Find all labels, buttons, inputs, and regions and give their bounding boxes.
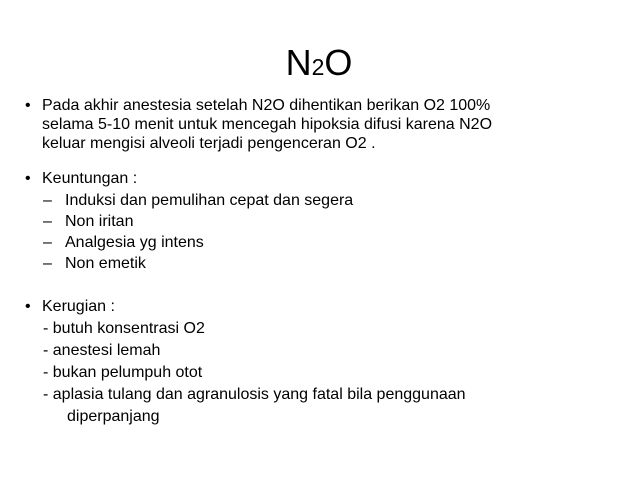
- list-item: - aplasia tulang dan agranulosis yang fatal bila penggunaan: [43, 386, 466, 403]
- list-item-text: Induksi dan pemulihan cepat dan segera: [65, 192, 354, 209]
- list-item: [25, 211, 625, 232]
- list-item: [25, 190, 625, 211]
- dash-icon: –: [43, 234, 52, 251]
- bullet-icon: •: [25, 298, 31, 315]
- bullet-text-line: Pada akhir anestesia setelah N2O dihentikan berikan O2 100%: [42, 97, 491, 114]
- list-item: - bukan pelumpuh otot: [43, 364, 203, 381]
- title-n: N: [285, 42, 312, 83]
- bullet-item-keuntungan: [25, 169, 625, 188]
- list-item: - butuh konsentrasi O2: [43, 320, 205, 337]
- bullet-text-line: keluar mengisi alveoli terjadi pengenceran O2 .: [42, 135, 376, 152]
- spacer: [25, 153, 625, 169]
- dash-icon: –: [43, 213, 52, 230]
- list-item-text: Analgesia yg intens: [65, 234, 204, 251]
- slide-title: [0, 43, 638, 87]
- list-item-text: Non iritan: [65, 213, 134, 230]
- title-o: O: [324, 42, 353, 83]
- bullet-icon: •: [25, 170, 31, 187]
- slide-body: [25, 96, 625, 428]
- dash-icon: –: [43, 192, 52, 209]
- section-heading-kerugian: Kerugian :: [42, 298, 115, 315]
- dash-icon: –: [43, 255, 52, 272]
- kerugian-list: [25, 318, 625, 428]
- list-item: [25, 253, 625, 274]
- keuntungan-list: [25, 190, 625, 274]
- list-item-text: Non emetik: [65, 255, 146, 272]
- list-item: - anestesi lemah: [43, 342, 161, 359]
- title-subscript: 2: [311, 54, 325, 80]
- list-item-continuation: diperpanjang: [67, 408, 160, 425]
- bullet-text-line: selama 5-10 menit untuk mencegah hipoksia difusi karena N2O: [42, 116, 493, 133]
- bullet-icon: •: [25, 97, 31, 114]
- list-item: [25, 232, 625, 253]
- section-heading-keuntungan: Keuntungan :: [42, 170, 138, 187]
- bullet-item-n2o-note: [25, 96, 625, 153]
- spacer: [25, 274, 625, 297]
- bullet-item-kerugian: [25, 297, 625, 316]
